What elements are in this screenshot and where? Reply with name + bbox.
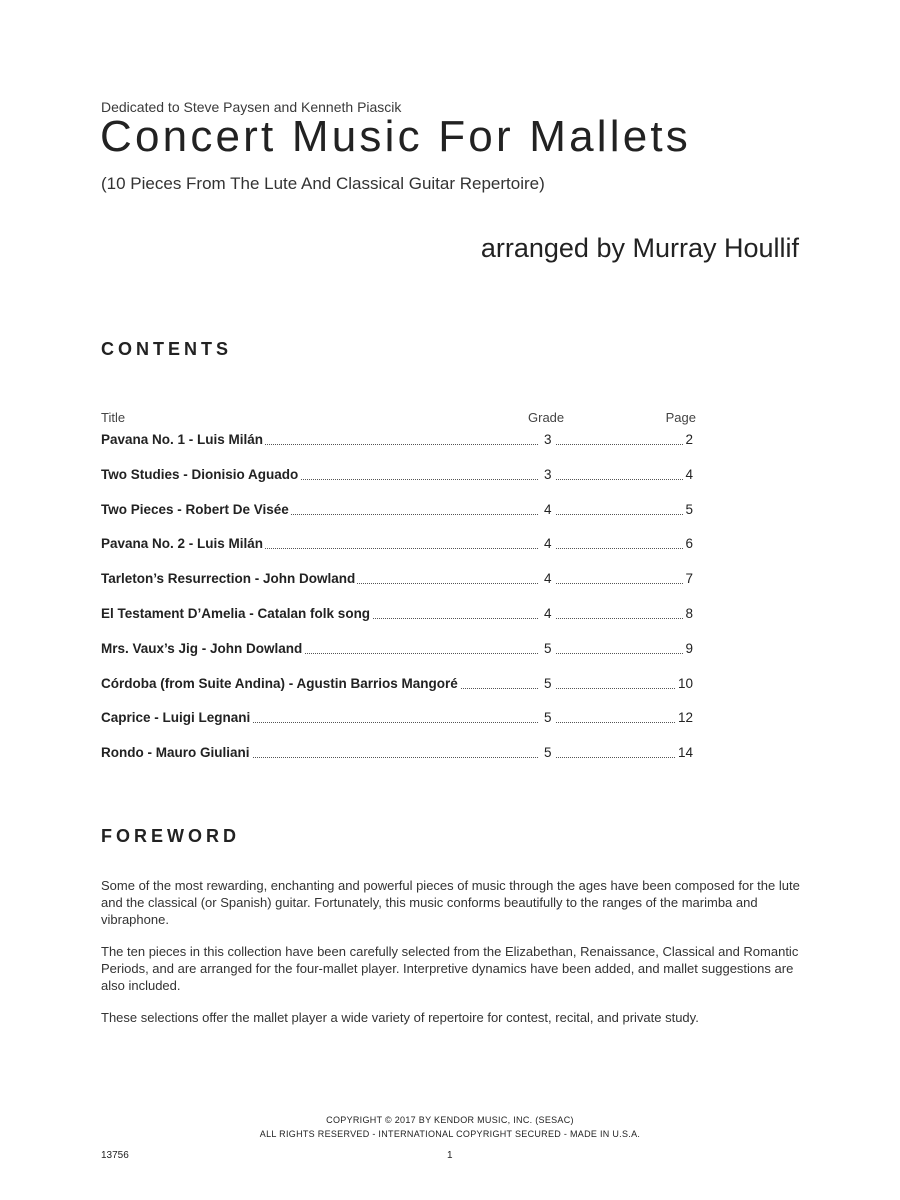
toc-entry-page: 9 (685, 640, 693, 656)
foreword-heading: FOREWORD (101, 826, 240, 846)
arranger-credit: arranged by Murray Houllif (480, 233, 799, 263)
toc-entry (101, 605, 693, 640)
catalog-number: 13756 (101, 1150, 129, 1161)
toc-entry-grade: 5 (544, 745, 552, 761)
toc-entry-grade: 4 (544, 605, 552, 621)
toc-entry-title: Rondo - Mauro Giuliani (101, 745, 250, 761)
dot-leader (556, 514, 693, 515)
dot-leader (556, 444, 693, 445)
toc-entry-title: Caprice - Luigi Legnani (101, 710, 251, 726)
dedication-line: Dedicated to Steve Paysen and Kenneth Piascik (101, 99, 402, 115)
rights-line: ALL RIGHTS RESERVED - INTERNATIONAL COPYRIGHT SECURED - MADE IN U.S.A. (259, 1129, 641, 1139)
toc-entry-page: 5 (685, 501, 693, 517)
toc-entry (101, 675, 693, 710)
toc-entry-title: El Testament D’Amelia - Catalan folk song (101, 605, 371, 621)
foreword-body (101, 877, 801, 1041)
dot-leader (556, 722, 693, 723)
toc-entry-page: 6 (685, 536, 693, 552)
toc-entry-grade: 4 (544, 536, 552, 552)
toc-entry-page: 2 (685, 432, 693, 447)
toc-entry-title: Córdoba (from Suite Andina) - Agustin Barrios Mangoré (101, 675, 458, 691)
toc-entry-page: 7 (685, 571, 693, 587)
copyright-line: COPYRIGHT © 2017 BY KENDOR MUSIC, INC. (SESAC) (326, 1115, 574, 1125)
toc-entry (101, 640, 693, 675)
toc-entry-title: Pavana No. 1 - Luis Milán (101, 432, 264, 447)
toc-entry-title: Mrs. Vaux’s Jig - John Dowland (101, 640, 303, 656)
toc-header-title: Title (101, 410, 126, 425)
toc-entry-grade: 3 (544, 466, 552, 482)
table-of-contents (101, 431, 693, 779)
foreword-paragraph: These selections offer the mallet player a wide variety of repertoire for contest, recital, and private study. (101, 1010, 699, 1025)
toc-entry-grade: 4 (544, 501, 552, 517)
toc-entry (101, 431, 693, 466)
toc-entry-grade: 5 (544, 640, 552, 656)
toc-entry-page: 12 (677, 710, 693, 726)
toc-header-page: Page (665, 410, 696, 425)
toc-entry-title: Two Pieces - Robert De Visée (101, 501, 289, 517)
contents-heading: CONTENTS (101, 339, 232, 359)
dot-leader (556, 479, 693, 480)
toc-entry-page: 14 (677, 745, 693, 761)
toc-entry-page: 10 (677, 675, 693, 691)
toc-entry-grade: 4 (544, 571, 552, 587)
toc-entry-title: Tarleton’s Resurrection - John Dowland (101, 571, 356, 587)
toc-entry-page: 8 (685, 605, 693, 621)
dot-leader (556, 653, 693, 654)
toc-entry (101, 466, 693, 501)
foreword-paragraph: Some of the most rewarding, enchanting and powerful pieces of music through the ages have been composed for the lute and the classical (or Spanish) guitar. Fortunately, this music conforms beautifully to the ranges of the marimba and vibraphone. (101, 878, 800, 927)
copyright-notice (0, 1113, 900, 1141)
dot-leader (556, 688, 693, 689)
toc-entry-title: Two Studies - Dionisio Aguado (101, 466, 299, 482)
toc-entry-title: Pavana No. 2 - Luis Milán (101, 536, 264, 552)
toc-entry (101, 535, 693, 570)
toc-entry-page: 4 (685, 466, 693, 482)
foreword-paragraph: The ten pieces in this collection have been carefully selected from the Elizabethan, Renaissance, Classical and Romantic Periods, and are arranged for the four-mallet player. Interpretive dynamics have been added, and mallet suggestions are also included. (101, 944, 799, 993)
page-title: Concert Music For Mallets (100, 112, 692, 161)
toc-entry-grade: 5 (544, 710, 552, 726)
page-number: 1 (447, 1150, 453, 1161)
toc-entry-grade: 3 (544, 432, 552, 447)
dot-leader (556, 757, 693, 758)
toc-entry (101, 501, 693, 536)
dot-leader (556, 618, 693, 619)
subtitle: (10 Pieces From The Lute And Classical Guitar Repertoire) (101, 174, 545, 193)
toc-entry (101, 744, 693, 779)
dot-leader (556, 548, 693, 549)
toc-entry-grade: 5 (544, 675, 552, 691)
dot-leader (556, 583, 693, 584)
toc-header-grade: Grade (528, 410, 565, 425)
toc-entry (101, 570, 693, 605)
toc-entry (101, 709, 693, 744)
toc-column-headers (101, 410, 696, 428)
